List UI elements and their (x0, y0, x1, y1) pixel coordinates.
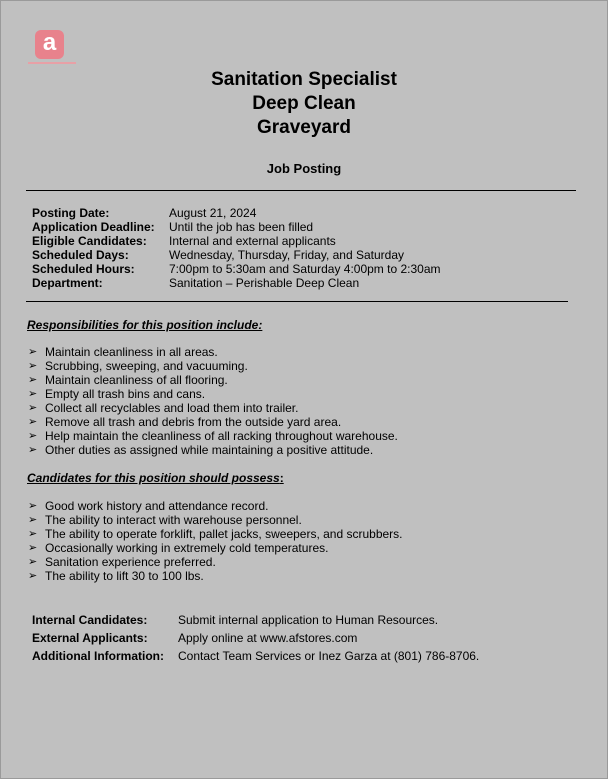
detail-label: Department: (32, 276, 103, 290)
detail-label: Application Deadline: (32, 220, 155, 234)
logo-letter: a (42, 29, 57, 56)
responsibilities-heading-text: Responsibilities for this position include: (27, 318, 263, 332)
title-line-3: Graveyard (256, 117, 351, 138)
list-item-text: Collect all recyclables and load them into trailer. (45, 401, 299, 415)
list-item (28, 345, 398, 359)
qualifications-heading (27, 471, 284, 485)
contact-label: External Applicants: (32, 631, 148, 645)
contact-row (32, 629, 479, 647)
list-item-text: Scrubbing, sweeping, and vacuuming. (45, 359, 248, 373)
list-item-text: Maintain cleanliness in all areas. (45, 345, 218, 359)
list-item-text: The ability to lift 30 to 100 lbs. (45, 569, 204, 583)
arrow-bullet-icon: ➢ (28, 346, 38, 358)
detail-label: Eligible Candidates: (32, 234, 147, 248)
detail-row (32, 248, 441, 262)
detail-row (32, 234, 441, 248)
list-item (28, 499, 403, 513)
list-item-text: Good work history and attendance record. (45, 499, 269, 513)
arrow-bullet-icon: ➢ (28, 360, 38, 372)
detail-value: 7:00pm to 5:30am and Saturday 4:00pm to 2:30am (169, 262, 441, 276)
arrow-bullet-icon: ➢ (28, 430, 38, 442)
job-title (0, 68, 608, 140)
list-item (28, 527, 403, 541)
arrow-bullet-icon: ➢ (28, 500, 38, 512)
company-logo (28, 30, 76, 68)
arrow-bullet-icon: ➢ (28, 416, 38, 428)
responsibilities-heading (27, 318, 262, 332)
list-item (28, 513, 403, 527)
arrow-bullet-icon: ➢ (28, 444, 38, 456)
contact-label: Additional Information: (32, 649, 164, 663)
list-item (28, 359, 398, 373)
list-item-text: The ability to operate forklift, pallet jacks, sweepers, and scrubbers. (45, 527, 403, 541)
contact-value: Apply online at www.afstores.com (178, 631, 358, 645)
list-item (28, 415, 398, 429)
arrow-bullet-icon: ➢ (28, 402, 38, 414)
title-line-1: Sanitation Specialist (211, 69, 397, 90)
list-item-text: Empty all trash bins and cans. (45, 387, 206, 401)
list-item (28, 555, 403, 569)
list-item-text: Help maintain the cleanliness of all racking throughout warehouse. (45, 429, 398, 443)
logo-tagline-mark (28, 62, 76, 64)
contact-info (32, 611, 479, 665)
detail-label: Scheduled Days: (32, 248, 129, 262)
detail-value: Internal and external applicants (169, 234, 336, 248)
top-divider (26, 190, 576, 191)
contact-row (32, 611, 479, 629)
posting-details (32, 206, 441, 290)
contact-label: Internal Candidates: (32, 613, 148, 627)
qualifications-heading-text: Candidates for this position should possess (27, 471, 280, 485)
detail-row (32, 276, 441, 290)
title-line-2: Deep Clean (252, 93, 356, 114)
arrow-bullet-icon: ➢ (28, 570, 38, 582)
list-item-text: Maintain cleanliness of all flooring. (45, 373, 228, 387)
list-item (28, 429, 398, 443)
detail-value: August 21, 2024 (169, 206, 257, 220)
detail-value: Until the job has been filled (169, 220, 314, 234)
list-item (28, 387, 398, 401)
arrow-bullet-icon: ➢ (28, 388, 38, 400)
contact-value: Submit internal application to Human Resources. (178, 613, 439, 627)
arrow-bullet-icon: ➢ (28, 374, 38, 386)
list-item (28, 541, 403, 555)
list-item-text: Other duties as assigned while maintaining a positive attitude. (45, 443, 374, 457)
responsibilities-list (28, 345, 398, 457)
arrow-bullet-icon: ➢ (28, 542, 38, 554)
arrow-bullet-icon: ➢ (28, 514, 38, 526)
list-item (28, 373, 398, 387)
qualifications-heading-colon: : (279, 471, 284, 485)
detail-row (32, 220, 441, 234)
detail-label: Scheduled Hours: (32, 262, 135, 276)
list-item-text: Remove all trash and debris from the outside yard area. (45, 415, 342, 429)
posting-subtitle: Job Posting (266, 161, 342, 176)
arrow-bullet-icon: ➢ (28, 556, 38, 568)
detail-value: Sanitation – Perishable Deep Clean (169, 276, 360, 290)
list-item-text: Occasionally working in extremely cold temperatures. (45, 541, 329, 555)
list-item (28, 569, 403, 583)
detail-label: Posting Date: (32, 206, 110, 220)
detail-row (32, 262, 441, 276)
list-item-text: Sanitation experience preferred. (45, 555, 216, 569)
list-item-text: The ability to interact with warehouse personnel. (45, 513, 302, 527)
list-item (28, 443, 398, 457)
contact-value: Contact Team Services or Inez Garza at (801) 786-8706. (178, 649, 480, 663)
detail-value: Wednesday, Thursday, Friday, and Saturday (169, 248, 405, 262)
contact-row (32, 647, 479, 665)
details-divider (26, 301, 568, 302)
qualifications-list (28, 499, 403, 583)
detail-row (32, 206, 441, 220)
arrow-bullet-icon: ➢ (28, 528, 38, 540)
list-item (28, 401, 398, 415)
